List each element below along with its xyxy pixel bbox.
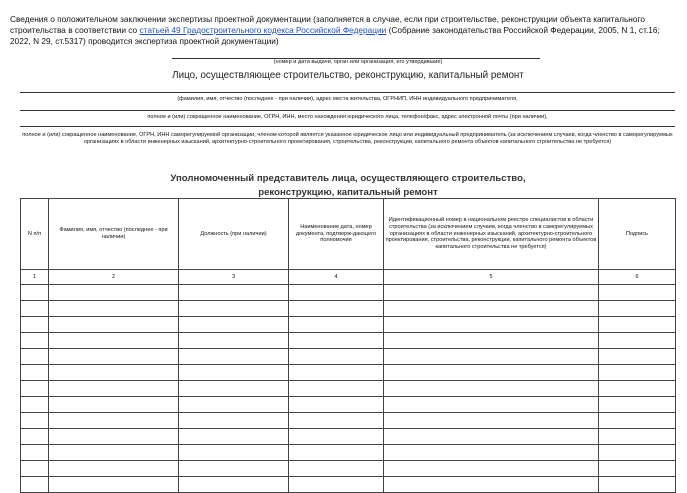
table-row bbox=[21, 413, 676, 429]
table-row bbox=[21, 285, 676, 301]
table-cell[interactable] bbox=[599, 397, 676, 413]
fio-line bbox=[20, 92, 675, 93]
table-cell[interactable] bbox=[179, 365, 289, 381]
header-position: Должность (при наличии) bbox=[179, 199, 289, 270]
fio-caption: (фамилия, имя, отчество (последнее - при наличии), адрес места жительства, ОГРНИП, ИНН индивидуального предпринимателя, bbox=[177, 96, 518, 102]
table-cell[interactable] bbox=[289, 477, 384, 493]
table-row bbox=[21, 429, 676, 445]
table-cell[interactable] bbox=[599, 317, 676, 333]
table-cell[interactable] bbox=[21, 397, 49, 413]
table-cell[interactable] bbox=[21, 445, 49, 461]
table-cell[interactable] bbox=[599, 365, 676, 381]
table-cell[interactable] bbox=[384, 349, 599, 365]
table-cell[interactable] bbox=[179, 429, 289, 445]
table-cell[interactable] bbox=[179, 445, 289, 461]
table-row bbox=[21, 477, 676, 493]
table-cell[interactable] bbox=[599, 349, 676, 365]
table-cell[interactable] bbox=[49, 301, 179, 317]
table-cell[interactable] bbox=[21, 333, 49, 349]
table-cell[interactable] bbox=[179, 461, 289, 477]
table-cell[interactable] bbox=[21, 413, 49, 429]
table-cell[interactable] bbox=[599, 461, 676, 477]
table-cell[interactable] bbox=[49, 413, 179, 429]
table-cell[interactable] bbox=[289, 381, 384, 397]
column-number-row bbox=[21, 270, 676, 285]
table-cell[interactable] bbox=[289, 349, 384, 365]
column-number: 6 bbox=[599, 270, 676, 285]
table-cell[interactable] bbox=[179, 317, 289, 333]
sro-caption: полное и (или) сокращенное наименование, ОГРН, ИНН саморегулируемой организации, членом которой является указанное юридическое лицо или индивидуальный предприниматель (за исключением случаев, когда членство в саморегулируемых организациях в области инженерных изысканий, архитектурно-строительного проектирования, строительства, реконструкции, капитального ремонта объектов капитального строительства не требуется) bbox=[22, 132, 673, 145]
table-cell[interactable] bbox=[289, 285, 384, 301]
table-cell[interactable] bbox=[384, 429, 599, 445]
table-cell[interactable] bbox=[289, 445, 384, 461]
table-cell[interactable] bbox=[384, 365, 599, 381]
table-cell[interactable] bbox=[384, 317, 599, 333]
table-cell[interactable] bbox=[384, 445, 599, 461]
law-article-link[interactable]: статьей 49 Градостроительного кодекса Российской Федерации bbox=[139, 24, 387, 35]
table-cell[interactable] bbox=[599, 285, 676, 301]
column-number: 2 bbox=[49, 270, 179, 285]
table-row bbox=[21, 317, 676, 333]
table-cell[interactable] bbox=[49, 461, 179, 477]
table-cell[interactable] bbox=[21, 477, 49, 493]
table-cell[interactable] bbox=[49, 349, 179, 365]
table-cell[interactable] bbox=[599, 301, 676, 317]
header-number: N п/п bbox=[21, 199, 49, 270]
table-cell[interactable] bbox=[49, 445, 179, 461]
table-row bbox=[21, 461, 676, 477]
table-cell[interactable] bbox=[21, 429, 49, 445]
column-number: 5 bbox=[384, 270, 599, 285]
table-cell[interactable] bbox=[21, 301, 49, 317]
table-cell[interactable] bbox=[599, 413, 676, 429]
representative-table bbox=[20, 198, 676, 493]
table-cell[interactable] bbox=[179, 413, 289, 429]
expertise-intro bbox=[10, 14, 678, 46]
table-cell[interactable] bbox=[49, 381, 179, 397]
table-cell[interactable] bbox=[599, 445, 676, 461]
table-cell[interactable] bbox=[179, 381, 289, 397]
number-date-caption: (номер и дата выдачи, орган или организация, его утвердившие) bbox=[273, 59, 443, 65]
table-cell[interactable] bbox=[179, 333, 289, 349]
table-cell[interactable] bbox=[179, 397, 289, 413]
org-line bbox=[20, 110, 675, 111]
header-signature: Подпись bbox=[599, 199, 676, 270]
table-cell[interactable] bbox=[289, 397, 384, 413]
table-cell[interactable] bbox=[21, 349, 49, 365]
table-cell[interactable] bbox=[384, 477, 599, 493]
table-row bbox=[21, 349, 676, 365]
intro-text-end: (Собрание законодательства Российской Федерации, 2005, N 1, ст.16; 2022, N 29, ст.5317) проводится экспертиза проектной документации) bbox=[10, 24, 660, 46]
table-cell[interactable] bbox=[384, 381, 599, 397]
table-cell[interactable] bbox=[21, 317, 49, 333]
table-cell[interactable] bbox=[49, 333, 179, 349]
column-number: 1 bbox=[21, 270, 49, 285]
table-cell[interactable] bbox=[599, 429, 676, 445]
person-heading: Лицо, осуществляющее строительство, реконструкцию, капитальный ремонт bbox=[172, 70, 524, 81]
header-registry-id: Идентификационный номер в национальном реестре специалистов в области строительства (за исключением случаев, когда членство в саморегулируемых организациях в области инженерных изысканий, архитектурно-строительного проектирования, строительства, реконструкции, капитального ремонта объектов капитального строительства не требуется) bbox=[384, 199, 599, 270]
table-cell[interactable] bbox=[49, 285, 179, 301]
table-cell[interactable] bbox=[289, 333, 384, 349]
table-cell[interactable] bbox=[599, 381, 676, 397]
table-cell[interactable] bbox=[384, 413, 599, 429]
table-cell[interactable] bbox=[49, 397, 179, 413]
table-cell[interactable] bbox=[179, 349, 289, 365]
table-cell[interactable] bbox=[49, 429, 179, 445]
table-cell[interactable] bbox=[289, 461, 384, 477]
sro-line bbox=[20, 126, 675, 127]
intro-text: Сведения о положительном заключении экспертизы проектной документации (заполняется в случае, если при строительстве, реконструкции объекта капитального строительства в соответствии со bbox=[10, 14, 645, 35]
table-cell[interactable] bbox=[49, 365, 179, 381]
table-cell[interactable] bbox=[289, 301, 384, 317]
table-cell[interactable] bbox=[384, 397, 599, 413]
org-caption: полное и (или) сокращенное наименование, ОГРН, ИНН, место нахождения юридического лица, телефон/факс, адрес электронной почты (при наличии), bbox=[147, 114, 548, 120]
table-row bbox=[21, 365, 676, 381]
column-number: 3 bbox=[179, 270, 289, 285]
table-row bbox=[21, 397, 676, 413]
table-header-row bbox=[21, 199, 676, 270]
table-cell[interactable] bbox=[599, 333, 676, 349]
table-row bbox=[21, 381, 676, 397]
representative-heading-1: Уполномоченный представитель лица, осуществляющего строительство, bbox=[170, 173, 526, 184]
table-cell[interactable] bbox=[21, 381, 49, 397]
table-row bbox=[21, 445, 676, 461]
table-cell[interactable] bbox=[599, 477, 676, 493]
table-cell[interactable] bbox=[21, 285, 49, 301]
table-cell[interactable] bbox=[21, 461, 49, 477]
table-cell[interactable] bbox=[384, 285, 599, 301]
table-cell[interactable] bbox=[49, 477, 179, 493]
table-cell[interactable] bbox=[179, 285, 289, 301]
column-number: 4 bbox=[289, 270, 384, 285]
table-cell[interactable] bbox=[179, 477, 289, 493]
table-cell[interactable] bbox=[21, 365, 49, 381]
header-fio: Фамилия, имя, отчество (последнее - при наличии) bbox=[49, 199, 179, 270]
table-cell[interactable] bbox=[289, 429, 384, 445]
table-cell[interactable] bbox=[384, 461, 599, 477]
table-cell[interactable] bbox=[49, 317, 179, 333]
table-cell[interactable] bbox=[179, 301, 289, 317]
table-cell[interactable] bbox=[384, 333, 599, 349]
table-row bbox=[21, 333, 676, 349]
header-authority-document: Наименование дата, номер документа, подтверж-дающего полномочия bbox=[289, 199, 384, 270]
table-cell[interactable] bbox=[289, 413, 384, 429]
table-cell[interactable] bbox=[289, 365, 384, 381]
table-cell[interactable] bbox=[384, 301, 599, 317]
representative-heading-2: реконструкцию, капитальный ремонт bbox=[258, 187, 438, 198]
table-cell[interactable] bbox=[289, 317, 384, 333]
table-row bbox=[21, 301, 676, 317]
